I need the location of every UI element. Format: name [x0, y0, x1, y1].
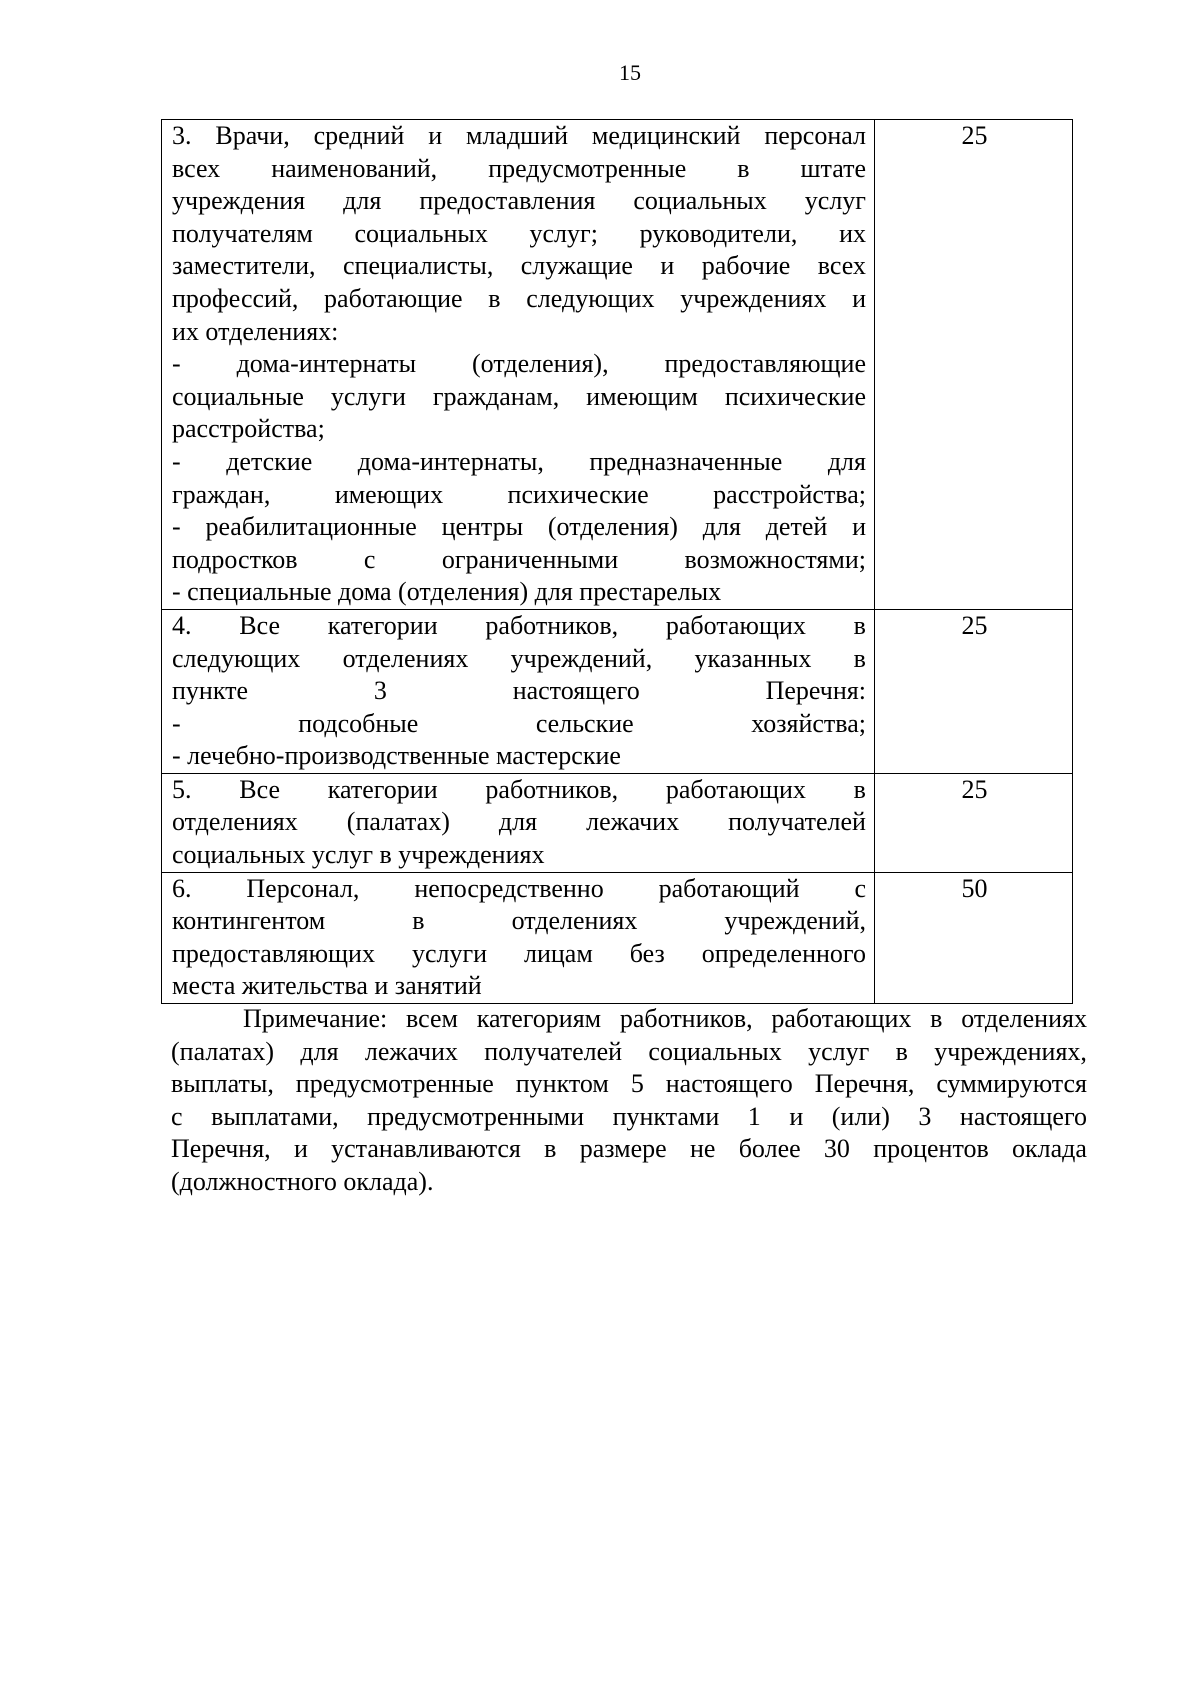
table-row	[162, 872, 1073, 1003]
description-line: 6. Персонал, непосредственно работающий с	[172, 873, 866, 903]
table-row	[162, 773, 1073, 872]
description-line: получателям социальных услуг; руководители, их	[172, 218, 866, 248]
description-line: 5. Все категории работников, работающих в	[172, 774, 866, 804]
payments-table-body	[162, 120, 1073, 1004]
description-line: контингентом в отделениях учреждений,	[172, 906, 866, 936]
note-line: с выплатами, предусмотренными пунктами 1 и (или) 3 настоящего	[171, 1101, 1087, 1131]
description-line: 4. Все категории работников, работающих в	[172, 610, 866, 640]
description-line: отделениях (палатах) для лежачих получателей	[172, 807, 866, 837]
table-row	[162, 120, 1073, 610]
description-line: расстройства;	[172, 414, 325, 444]
row-value: 25	[875, 609, 1073, 773]
description-line: предоставляющих услуги лицам без определенного	[172, 938, 866, 968]
description-line: - лечебно-производственные мастерские	[172, 741, 621, 771]
description-line: заместители, специалисты, служащие и рабочие всех	[172, 251, 866, 281]
description-line: места жительства и занятий	[172, 971, 482, 1001]
description-line: социальные услуги гражданам, имеющим психические	[172, 381, 866, 411]
note-paragraph	[171, 1003, 1087, 1199]
payments-table	[161, 119, 1073, 1004]
row-value: 50	[875, 872, 1073, 1003]
description-line: - подсобные сельские хозяйства;	[172, 708, 866, 738]
description-line: всех наименований, предусмотренные в штате	[172, 153, 866, 183]
description-line: их отделениях:	[172, 316, 339, 346]
row-description	[162, 773, 875, 872]
row-description	[162, 609, 875, 773]
description-line: - дома-интернаты (отделения), предоставляющие	[172, 349, 866, 379]
description-line: - реабилитационные центры (отделения) для детей и	[172, 512, 866, 542]
description-line: пункте 3 настоящего Перечня:	[172, 676, 866, 706]
row-value: 25	[875, 120, 1073, 610]
note-line: Примечание: всем категориям работников, работающих в отделениях	[243, 1004, 1087, 1033]
description-line: - специальные дома (отделения) для престарелых	[172, 577, 722, 607]
description-line: - детские дома-интернаты, предназначенные для	[172, 446, 866, 476]
note-line: Перечня, и устанавливаются в размере не более 30 процентов оклада	[171, 1134, 1087, 1164]
description-line: следующих отделениях учреждений, указанных в	[172, 643, 866, 673]
row-description	[162, 120, 875, 610]
description-line: подростков с ограниченными возможностями;	[172, 544, 866, 574]
description-line: учреждения для предоставления социальных услуг	[172, 186, 866, 216]
description-line: 3. Врачи, средний и младший медицинский персонал	[172, 121, 866, 150]
note-line: (должностного оклада).	[171, 1166, 434, 1196]
row-value: 25	[875, 773, 1073, 872]
note-line: (палатах) для лежачих получателей социальных услуг в учреждениях,	[171, 1036, 1087, 1066]
note-line: выплаты, предусмотренные пунктом 5 настоящего Перечня, суммируются	[171, 1069, 1087, 1099]
row-description	[162, 872, 875, 1003]
description-line: социальных услуг в учреждениях	[172, 840, 545, 870]
description-line: профессий, работающие в следующих учреждениях и	[172, 283, 866, 313]
table-row	[162, 609, 1073, 773]
page-number: 15	[619, 60, 641, 85]
description-line: граждан, имеющих психические расстройства;	[172, 479, 866, 509]
